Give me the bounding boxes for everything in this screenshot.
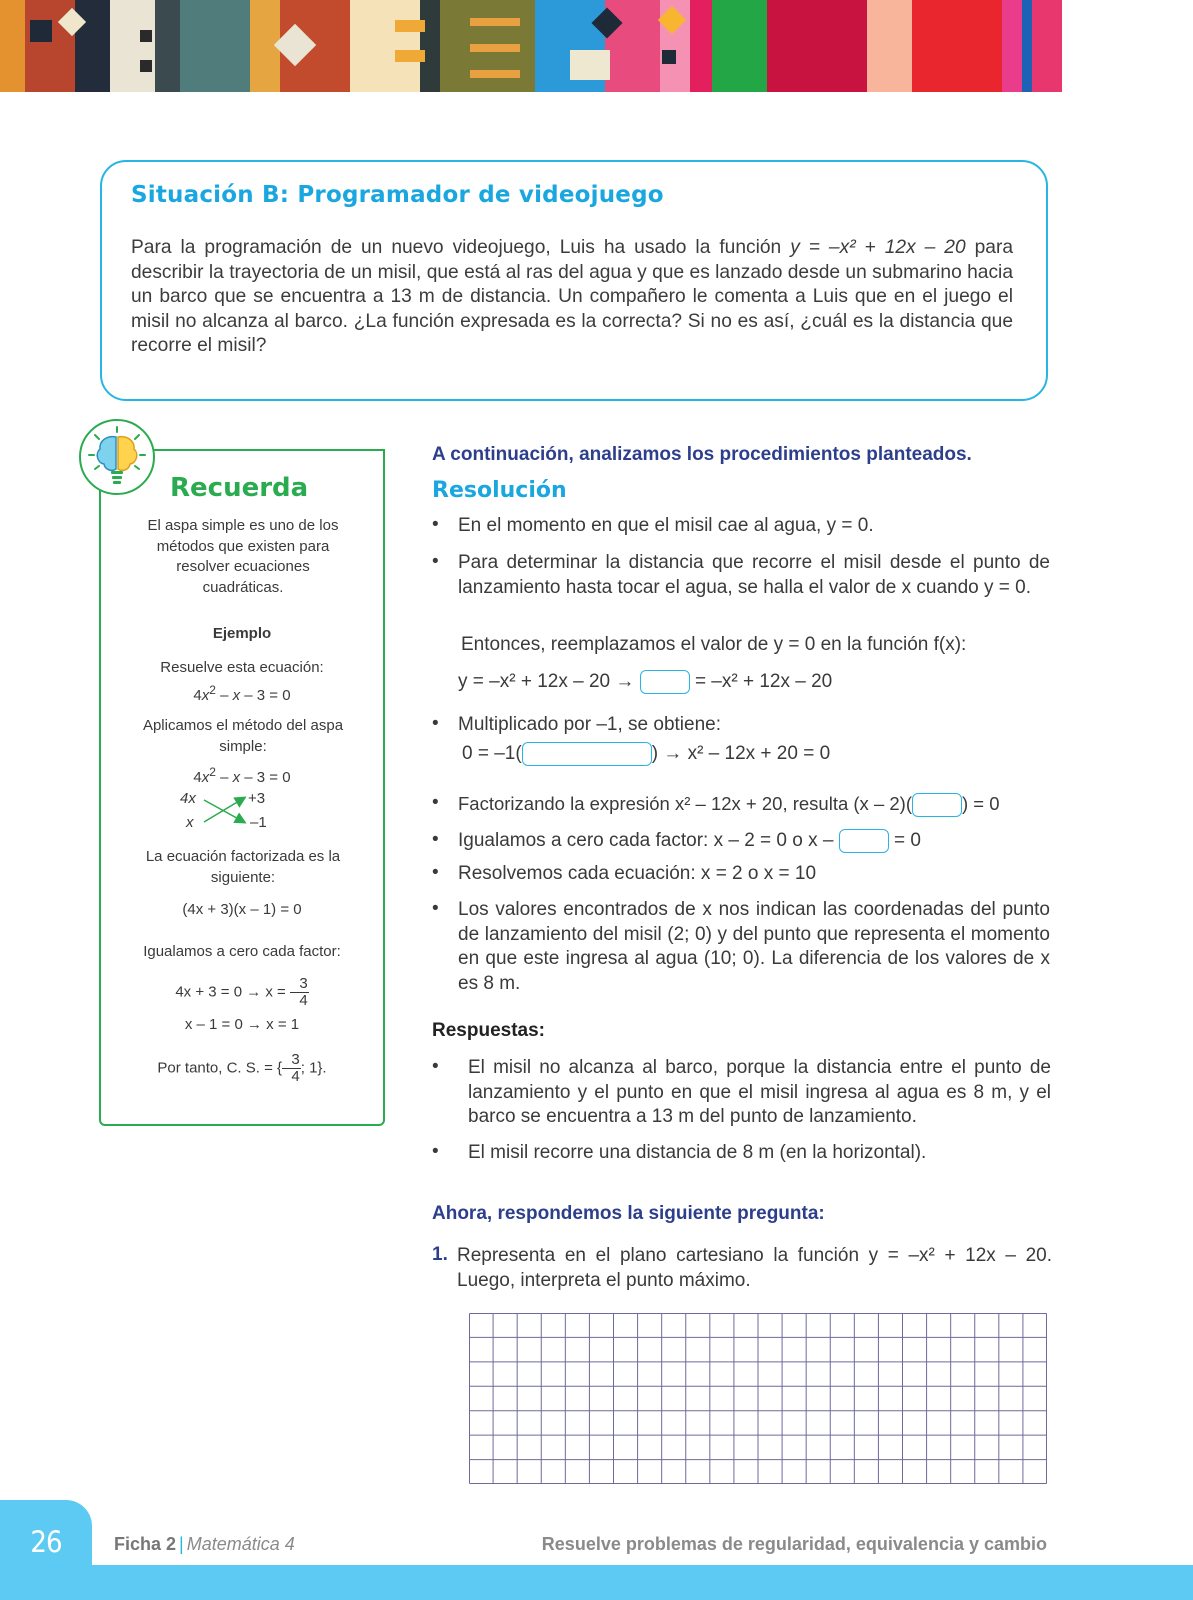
multiply-equation: 0 = –1( ) → x² – 12x + 20 = 0 [462, 743, 831, 765]
resolucion-heading: Resolución [432, 478, 567, 503]
entonces-text: Entonces, reemplazamos el valor de y = 0 en la función f(x): [461, 634, 967, 655]
answer-blank-3[interactable] [912, 793, 962, 817]
footer-competency: Resuelve problemas de regularidad, equivalencia y cambio [541, 1534, 1047, 1554]
respuesta-1-text: El misil no alcanza al barco, porque la distancia entre el punto de lanzamiento y el punto en que el misil ingresa al agua es 8 m, y el barco se encuentra a 13 m del punto de lanzamiento. [468, 1057, 1051, 1127]
bullet-2-text: Para determinar la distancia que recorre el misil desde el punto de lanzamiento hasta tocar el agua, se halla el valor de x cuando y = 0. [458, 552, 1050, 598]
replace-equation: y = –x² + 12x – 20 → = –x² + 12x – 20 [458, 671, 833, 693]
band-segment [75, 0, 110, 92]
brain-idea-icon [79, 419, 155, 495]
situation-text: Para la programación de un nuevo videojuego, Luis ha usado la función y = –x² + 12x – 20 para describir la trayectoria de un misil, que está al ras del agua y que es lanzado desde un submarino hacia un barco que se encuentra a 13 m de distancia. Un compañero le comenta a Luis que en el juego el misil no alcanza al barco. ¿La función expresada es la correcta? Si no es así, ¿cuál es la distancia que recorre el misil? [131, 237, 1013, 356]
band-motif [30, 20, 52, 42]
cartesian-grid[interactable] [469, 1313, 1047, 1484]
recuerda-eq1: 4x + 3 = 0 → x = – $\frac{3}{4}$ [175, 975, 308, 1009]
band-segment [1022, 0, 1032, 92]
aspa-right-top: +3 [248, 790, 266, 807]
aspa-left-top: 4x [180, 790, 196, 807]
recuerda-ejemplo: Ejemplo [212, 625, 272, 642]
bullet-dot: • [432, 862, 439, 883]
bullet-dot: • [432, 829, 439, 850]
bullet-3-text: Multiplicado por –1, se obtiene: [458, 714, 721, 735]
bullet-dot: • [432, 1141, 439, 1162]
band-motif [570, 50, 610, 80]
recuerda-igualamos: Igualamos a cero cada factor: [143, 943, 341, 960]
band-motif [140, 30, 152, 42]
band-motif [395, 50, 425, 62]
band-segment [712, 0, 767, 92]
bullet-6-text: Resolvemos cada ecuación: x = 2 o x = 10 [458, 863, 817, 884]
band-segment [912, 0, 1002, 92]
bullet-dot: • [432, 898, 439, 919]
bullet-dot: • [432, 1056, 439, 1077]
aspa-left-bottom: x [186, 814, 194, 831]
bullet-1-text: En el momento en que el misil cae al agua, y = 0. [458, 515, 874, 536]
band-motif [470, 18, 520, 26]
band-segment [767, 0, 867, 92]
aspa-diagram [170, 788, 290, 836]
bullet-4-text: Factorizando la expresión x² – 12x + 20, resulta (x – 2)( ) = 0 [458, 792, 1058, 817]
bullet-5-text: Igualamos a cero cada factor: x – 2 = 0 o x – = 0 [458, 830, 921, 852]
question-number: 1. [432, 1244, 448, 1265]
recuerda-equation: $4x^2 - x - 3 = 0$ [193, 683, 291, 704]
band-motif [470, 70, 520, 78]
aspa-cross-arrows [170, 788, 290, 836]
situation-title: Situación B: Programador de videojuego [131, 182, 664, 208]
question-1-text: Representa en el plano cartesiano la función y = –x² + 12x – 20. Luego, interpreta el punto máximo. [457, 1245, 1052, 1291]
bullet-dot: • [432, 514, 439, 535]
band-segment [420, 0, 440, 92]
recuerda-factor-eq: (4x + 3)(x – 1) = 0 [182, 901, 302, 918]
header-textile-band [0, 0, 1193, 92]
band-motif [662, 50, 676, 64]
answer-blank-4[interactable] [839, 829, 889, 853]
bullet-dot: • [432, 792, 439, 813]
recuerda-title: Recuerda [170, 473, 309, 503]
band-motif [395, 20, 425, 32]
page-number: 26 [30, 1525, 62, 1559]
recuerda-intro: El aspa simple es uno de los métodos que existen para resolver ecuaciones cuadráticas. [147, 517, 339, 596]
recuerda-resuelve: Resuelve esta ecuación: [160, 659, 324, 676]
band-segment [1002, 0, 1022, 92]
band-segment [350, 0, 420, 92]
band-segment [110, 0, 155, 92]
band-motif [470, 44, 520, 52]
band-segment [690, 0, 712, 92]
recuerda-aplicamos: Aplicamos el método del aspa simple: [142, 717, 344, 755]
ahora-heading: Ahora, respondemos la siguiente pregunta: [432, 1203, 825, 1224]
band-segment [180, 0, 250, 92]
answer-blank-1[interactable] [640, 670, 690, 694]
bullet-dot: • [432, 713, 439, 734]
band-segment [155, 0, 180, 92]
aspa-right-bottom: –1 [250, 814, 267, 831]
band-segment [867, 0, 912, 92]
recuerda-factorizada: La ecuación factorizada es la siguiente: [145, 848, 341, 886]
band-segment [0, 0, 25, 92]
recuerda-cs: Por tanto, C. S. = {– $\frac{3}{4}$ ; 1}. [157, 1051, 327, 1085]
respuestas-heading: Respuestas: [432, 1020, 545, 1041]
band-motif [140, 60, 152, 72]
bullet-dot: • [432, 551, 439, 572]
bullet-7-text: Los valores encontrados de x nos indican las coordenadas del punto de lanzamiento del misil (2; 0) y del punto que representa el momento en que este ingresa al agua (10; 0). La diferencia de los valores de x es 8 m. [458, 899, 1050, 994]
recuerda-equation-2: $4x^2 - x - 3 = 0$ [193, 765, 291, 786]
answer-blank-2[interactable] [522, 742, 652, 766]
respuesta-2-text: El misil recorre una distancia de 8 m (en la horizontal). [468, 1142, 927, 1163]
band-segment [1032, 0, 1062, 92]
recuerda-eq2: x – 1 = 0 → x = 1 [184, 1016, 300, 1033]
footer-ficha: Ficha 2 | Matemática 4 [114, 1534, 295, 1554]
footer-band [0, 1565, 1193, 1600]
analizamos-heading: A continuación, analizamos los procedimientos planteados. [432, 444, 972, 465]
